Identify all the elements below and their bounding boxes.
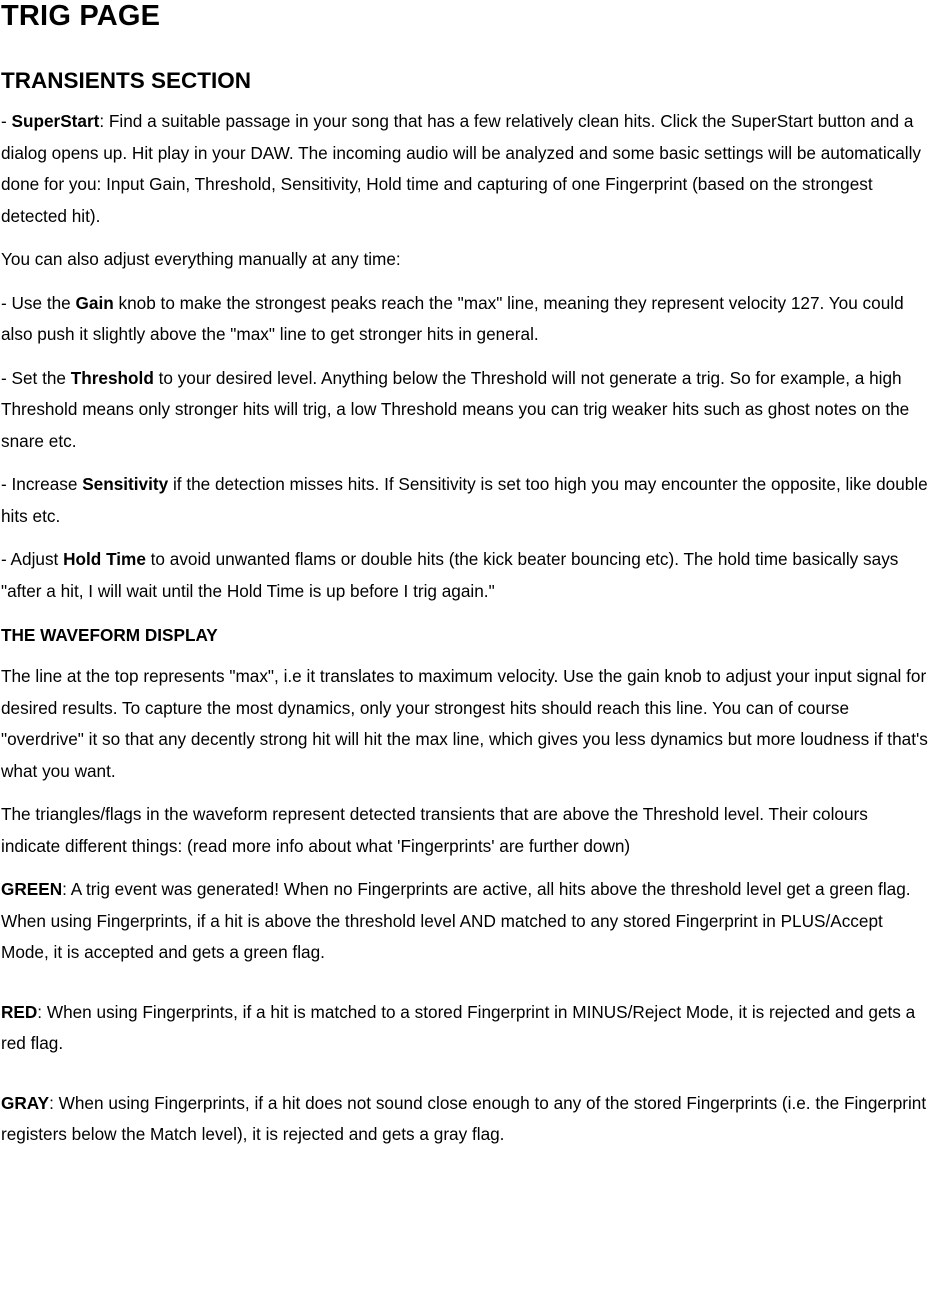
paragraph-waveform: The line at the top represents "max", i.e it translates to maximum velocity. Use the gain knob to adjust your input signal for desired results. To capture the most dynamics, only your strongest hits should reach this line. You can of course "overdrive" it so that any decently strong hit will hit the max line, which gives you less dynamics but more loudness if that's what you want.	[1, 666, 928, 781]
paragraph-green: GREEN: A trig event was generated! When no Fingerprints are active, all hits above the threshold level get a green flag. When using Fingerprints, if a hit is above the threshold level AND matched to any stored Fingerprint in PLUS/Accept Mode, it is accepted and gets a green flag.	[1, 879, 911, 962]
term-gain: Gain	[75, 292, 114, 313]
term-superstart: SuperStart	[11, 111, 100, 131]
paragraph-gray: GRAY: When using Fingerprints, if a hit does not sound close enough to any of the stored Fingerprints (i.e. the Fingerprint registers below the Match level), it is rejected and gets a gray flag.	[1, 1092, 927, 1144]
paragraph-red: RED: When using Fingerprints, if a hit is matched to a stored Fingerprint in MINUS/Reject Mode, it is rejected and gets a red flag.	[1, 1001, 916, 1053]
paragraph-sensitivity: - Increase Sensitivity if the detection misses hits. If Sensitivity is set too high you may encounter the opposite, like double hits etc.	[1, 474, 928, 526]
term-hold-time: Hold Time	[63, 549, 146, 569]
paragraph-gain: - Use the Gain knob to make the strongest peaks reach the "max" line, meaning they represent velocity 127. You could also push it slightly above the "max" line to get stronger hits in general.	[1, 292, 904, 344]
term-gray: GRAY	[1, 1092, 50, 1113]
term-green: GREEN	[1, 879, 63, 899]
term-red: RED	[1, 1001, 38, 1022]
paragraph-triangles: The triangles/flags in the waveform represent detected transients that are above the Threshold level. Their colours indicate different things: (read more info about what 'Fingerprints' are further down)	[1, 804, 868, 856]
term-threshold: Threshold	[70, 367, 154, 388]
paragraph-manual: You can also adjust everything manually at any time:	[1, 249, 401, 269]
section-title: TRANSIENTS SECTION	[1, 68, 252, 93]
waveform-heading: THE WAVEFORM DISPLAY	[1, 625, 218, 645]
paragraph-threshold: - Set the Threshold to your desired level. Anything below the Threshold will not generate a trig. So for example, a high Threshold means only stronger hits will trig, a low Threshold means you can trig weaker hits such as ghost notes on the snare etc.	[1, 367, 910, 451]
term-sensitivity: Sensitivity	[82, 474, 169, 494]
paragraph-superstart: - SuperStart: Find a suitable passage in your song that has a few relatively clean hits. Click the SuperStart button and a dialog opens up. Hit play in your DAW. The incoming audio will be analyzed and some basic settings will be automatically done for you: Input Gain, Threshold, Sensitivity, Hold time and capturing of one Fingerprint (based on the strongest detected hit).	[1, 111, 922, 226]
page-title: TRIG PAGE	[1, 0, 161, 32]
paragraph-hold-time: - Adjust Hold Time to avoid unwanted flams or double hits (the kick beater bouncing etc). The hold time basically says "after a hit, I will wait until the Hold Time is up before I trig again."	[1, 549, 899, 601]
